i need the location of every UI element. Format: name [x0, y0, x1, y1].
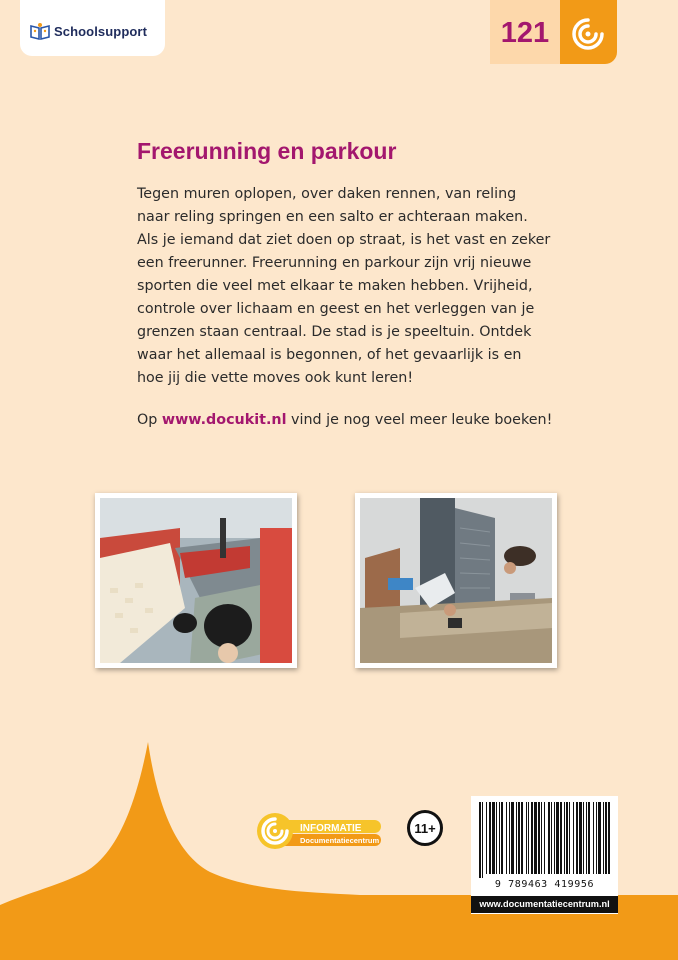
info-label: INFORMATIE: [300, 823, 362, 834]
publisher-name: Schoolsupport: [54, 24, 148, 39]
description-line: controle over lichaam en geest en het verleggen van je: [137, 301, 535, 317]
barcode-bar: [605, 802, 607, 874]
barcode-bar: [511, 802, 514, 874]
age-rating: 11+: [414, 821, 436, 836]
barcode-bar: [551, 802, 552, 874]
publisher-url[interactable]: www.documentatiecentrum.nl: [479, 899, 610, 909]
website-prefix: Op: [137, 412, 162, 428]
barcode-bar: [521, 802, 523, 874]
description-line: grenzen staan centraal. De stad is je speeltuin. Ontdek: [137, 324, 532, 340]
website-link[interactable]: www.docukit.nl: [161, 412, 287, 428]
barcode-bar: [586, 802, 587, 874]
barcode-bar: [544, 802, 545, 874]
barcode-bar: [596, 802, 597, 874]
schoolsupport-logo-icon: [30, 22, 50, 40]
description-line: Als je iemand dat ziet doen op straat, is het vast en zeker: [137, 232, 551, 248]
series-icon-tab: [560, 0, 617, 64]
url-bar: [471, 896, 618, 913]
barcode-bar: [593, 802, 594, 874]
barcode-bar: [482, 802, 483, 878]
barcode-bar: [492, 802, 495, 874]
barcode-bar: [548, 802, 550, 874]
barcode-bar: [526, 802, 527, 874]
barcode-bar: [516, 802, 517, 874]
barcode-bar: [531, 802, 533, 874]
photo-urban-parkour: [355, 493, 557, 668]
barcode-bar: [499, 802, 500, 874]
barcode-bar: [573, 802, 574, 874]
informatie-spiral-logo: [256, 812, 386, 850]
barcode-bar: [560, 802, 562, 874]
barcode-bar: [583, 802, 584, 874]
barcode-bar: [576, 802, 578, 874]
info-sublabel: Documentatiecentrum: [300, 836, 380, 845]
barcode-bar: [569, 802, 570, 874]
series-number: 121: [500, 17, 550, 49]
barcode-bar: [598, 802, 601, 874]
barcode-bar: [579, 802, 582, 874]
spiral-icon: [568, 14, 608, 54]
barcode-bar: [541, 802, 542, 874]
description-line: Tegen muren oplopen, over daken rennen, van reling: [137, 186, 517, 202]
barcode-bar: [534, 802, 537, 874]
barcode-bar: [509, 802, 510, 874]
barcode-bar: [528, 802, 529, 874]
barcode-bar: [479, 802, 481, 878]
barcode-bar: [608, 802, 610, 874]
barcode-bar: [538, 802, 540, 874]
description-line: hoe jij die vette moves ook kunt leren!: [137, 370, 414, 386]
publisher-tab: [20, 0, 165, 56]
barcode-bar: [564, 802, 565, 874]
barcode-bar: [556, 802, 559, 874]
description-line: waar het allemaal is begonnen, of het gevaarlijk is en: [137, 347, 522, 363]
website-suffix: vind je nog veel meer leuke boeken!: [286, 412, 553, 428]
book-description: [137, 183, 551, 390]
barcode-bar: [603, 802, 604, 874]
book-title: Freerunning en parkour: [137, 138, 397, 164]
series-number-tab: [490, 0, 560, 64]
barcode-bar: [566, 802, 568, 874]
barcode-bar: [588, 802, 590, 874]
photo-indoor-parkour: [95, 493, 297, 668]
barcode-bar: [501, 802, 503, 874]
age-rating-badge: [407, 810, 443, 846]
barcode-bars: [477, 802, 613, 878]
website-promo: [137, 412, 552, 428]
barcode-bar: [506, 802, 507, 874]
isbn-number: 9 789463 419956: [494, 879, 595, 890]
description-line: naar reling springen en een salto er achteraan maken.: [137, 209, 528, 225]
description-line: sporten die veel met elkaar te maken hebben. Vrijheid,: [137, 278, 533, 294]
barcode-bar: [496, 802, 497, 874]
barcode-bar: [554, 802, 555, 874]
barcode-bar: [518, 802, 520, 874]
barcode-bar: [486, 802, 487, 874]
barcode-bar: [489, 802, 491, 874]
description-line: een freerunner. Freerunning en parkour zijn vrij nieuwe: [137, 255, 532, 271]
